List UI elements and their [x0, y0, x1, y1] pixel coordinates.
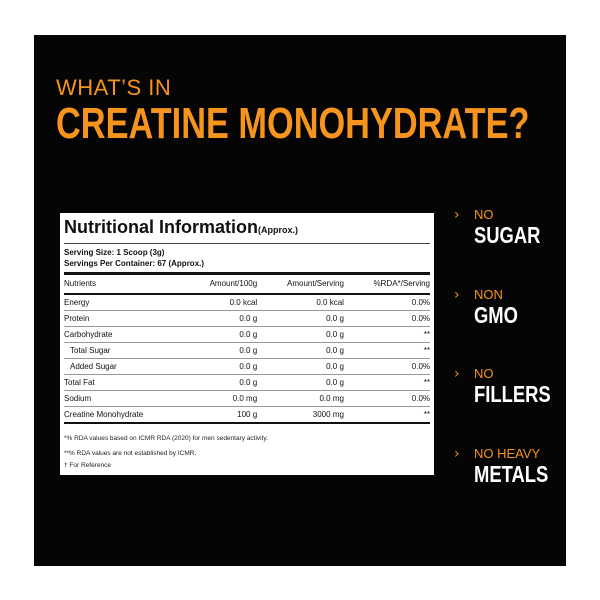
- rda-serving: **: [344, 343, 430, 359]
- amount-serving: 0.0 g: [257, 375, 344, 391]
- feature-no-fillers: [454, 364, 564, 424]
- nutrient-name: Total Fat: [64, 375, 185, 391]
- amount-serving: 0.0 g: [257, 311, 344, 327]
- chevron-right-icon: ›: [454, 287, 460, 303]
- column-header: %RDA*/Serving: [344, 275, 430, 294]
- nutrient-name: Energy: [64, 294, 185, 311]
- nutrition-table: [64, 275, 430, 424]
- amount-serving: 0.0 g: [257, 327, 344, 343]
- table-row: [64, 359, 430, 375]
- nutrition-label: [60, 213, 434, 475]
- divider: [64, 243, 430, 244]
- column-header: Amount/100g: [185, 275, 258, 294]
- amount-100g: 0.0 g: [185, 375, 258, 391]
- chevron-right-icon: ›: [454, 366, 460, 382]
- amount-serving: 0.0 g: [257, 343, 344, 359]
- chevron-right-icon: ›: [454, 207, 460, 223]
- table-row: [64, 311, 430, 327]
- column-header: Nutrients: [64, 275, 185, 294]
- feature-prefix: NO: [474, 366, 494, 381]
- feature-prefix: NO HEAVY: [474, 446, 541, 461]
- rda-serving: **: [344, 327, 430, 343]
- rda-serving: 0.0%: [344, 391, 430, 407]
- amount-100g: 100 g: [185, 407, 258, 424]
- footnote-not-established: **% RDA values are not established by ICMR.: [64, 450, 197, 457]
- chevron-right-icon: ›: [454, 446, 460, 462]
- rda-serving: 0.0%: [344, 311, 430, 327]
- amount-100g: 0.0 g: [185, 343, 258, 359]
- feature-prefix: NO: [474, 207, 494, 222]
- feature-name: SUGAR: [474, 222, 541, 248]
- nutrient-name: Added Sugar: [64, 359, 185, 375]
- rda-serving: 0.0%: [344, 294, 430, 311]
- nutrient-name: Total Sugar: [64, 343, 185, 359]
- feature-non-gmo: [454, 285, 564, 345]
- amount-100g: 0.0 g: [185, 327, 258, 343]
- amount-serving: 0.0 g: [257, 359, 344, 375]
- rda-serving: 0.0%: [344, 359, 430, 375]
- table-row: [64, 327, 430, 343]
- rda-serving: **: [344, 375, 430, 391]
- table-header-row: [64, 275, 430, 294]
- amount-serving: 0.0 kcal: [257, 294, 344, 311]
- feature-name: FILLERS: [474, 381, 551, 407]
- table-row: [64, 391, 430, 407]
- amount-serving: 3000 mg: [257, 407, 344, 424]
- serving-size: Serving Size: 1 Scoop (3g): [64, 248, 165, 257]
- servings-per-container: Servings Per Container: 67 (Approx.): [64, 259, 205, 268]
- rda-serving: **: [344, 407, 430, 424]
- nutrient-name: Sodium: [64, 391, 185, 407]
- heading-intro: WHAT’S IN: [56, 75, 172, 100]
- nutrient-name: Carbohydrate: [64, 327, 185, 343]
- footnote-rda: *% RDA values based on ICMR RDA (2020) for men sedentary activity.: [64, 435, 268, 442]
- nutrition-title-text: Nutritional Information: [64, 217, 258, 237]
- amount-100g: 0.0 kcal: [185, 294, 258, 311]
- table-row: [64, 375, 430, 391]
- table-row: [64, 407, 430, 424]
- amount-100g: 0.0 mg: [185, 391, 258, 407]
- feature-no-heavy-metals: [454, 444, 564, 504]
- feature-name: METALS: [474, 461, 549, 487]
- table-row: [64, 343, 430, 359]
- nutrient-name: Creatine Monohydrate: [64, 407, 185, 424]
- nutrient-name: Protein: [64, 311, 185, 327]
- amount-serving: 0.0 mg: [257, 391, 344, 407]
- table-row: [64, 294, 430, 311]
- nutrition-title-suffix: (Approx.): [257, 225, 298, 235]
- nutrition-title: [64, 217, 298, 238]
- product-panel: [34, 35, 566, 566]
- heading-product: CREATINE MONOHYDRATE?: [56, 99, 530, 148]
- column-header: Amount/Serving: [257, 275, 344, 294]
- amount-100g: 0.0 g: [185, 359, 258, 375]
- feature-name: GMO: [474, 302, 518, 328]
- feature-no-sugar: [454, 205, 564, 265]
- amount-100g: 0.0 g: [185, 311, 258, 327]
- footnote-reference: † For Reference: [64, 462, 111, 469]
- feature-prefix: NON: [474, 287, 503, 302]
